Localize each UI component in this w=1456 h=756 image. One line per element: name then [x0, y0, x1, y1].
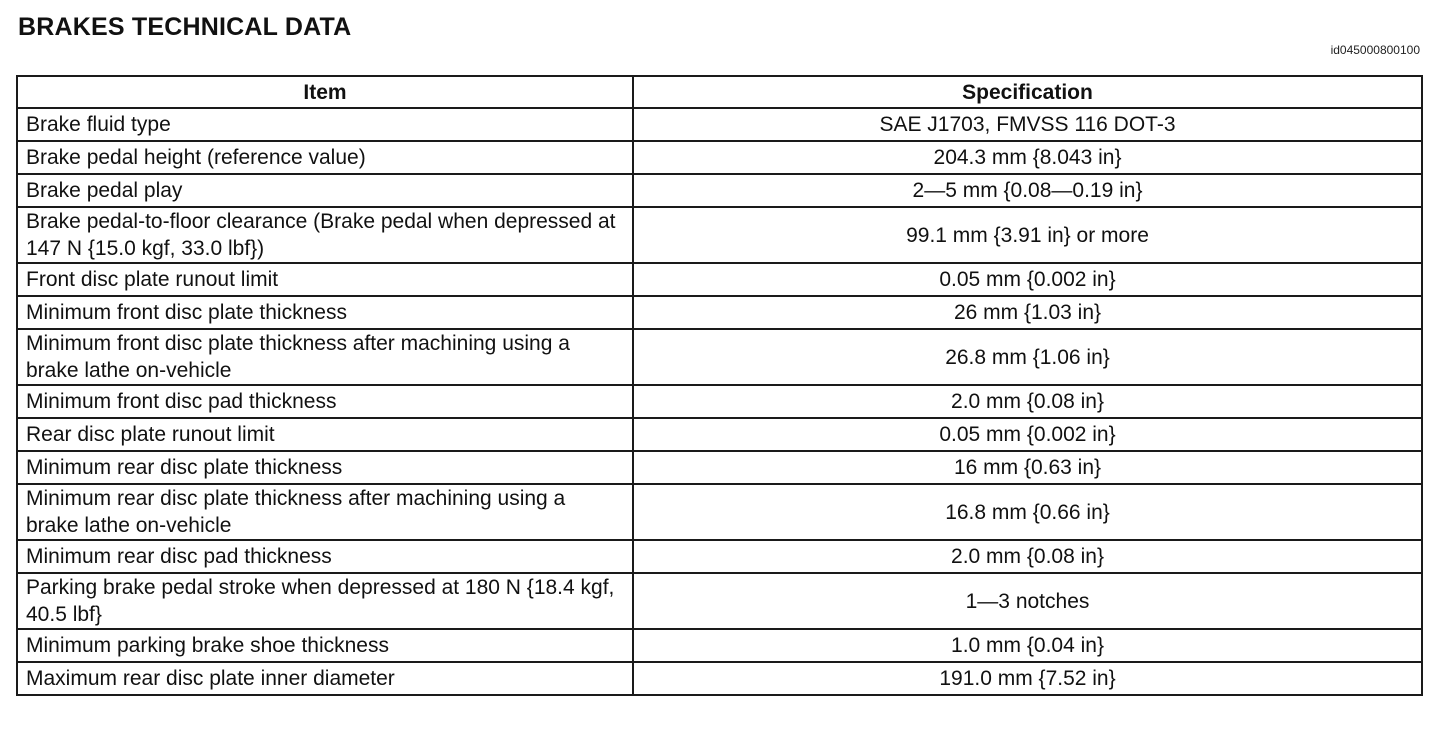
table-row [17, 263, 1422, 296]
table-row [17, 385, 1422, 418]
table-row [17, 108, 1422, 141]
item-cell: Brake fluid type [17, 108, 633, 141]
item-cell: Brake pedal-to-floor clearance (Brake pedal when depressed at 147 N {15.0 kgf, 33.0 lbf}) [17, 207, 633, 263]
spec-cell: 2—5 mm {0.08—0.19 in} [633, 174, 1422, 207]
item-cell: Minimum front disc plate thickness [17, 296, 633, 329]
item-cell: Minimum front disc pad thickness [17, 385, 633, 418]
item-cell: Minimum rear disc plate thickness after machining using a brake lathe on-vehicle [17, 484, 633, 540]
spec-cell: 0.05 mm {0.002 in} [633, 418, 1422, 451]
page-title: BRAKES TECHNICAL DATA [18, 13, 352, 41]
spec-cell: 1.0 mm {0.04 in} [633, 629, 1422, 662]
item-cell: Minimum front disc plate thickness after machining using a brake lathe on-vehicle [17, 329, 633, 385]
spec-cell: 99.1 mm {3.91 in} or more [633, 207, 1422, 263]
table-row [17, 418, 1422, 451]
table-row [17, 451, 1422, 484]
item-cell: Parking brake pedal stroke when depressed at 180 N {18.4 kgf, 40.5 lbf} [17, 573, 633, 629]
item-cell: Brake pedal height (reference value) [17, 141, 633, 174]
item-cell: Minimum rear disc plate thickness [17, 451, 633, 484]
table-row [17, 296, 1422, 329]
table-header-row [17, 76, 1422, 108]
table-row [17, 207, 1422, 263]
table-row [17, 141, 1422, 174]
table-row [17, 540, 1422, 573]
table-row [17, 484, 1422, 540]
spec-cell: 26.8 mm {1.06 in} [633, 329, 1422, 385]
table-row [17, 629, 1422, 662]
header-item: Item [17, 76, 633, 108]
brakes-spec-table [16, 75, 1423, 696]
item-cell: Brake pedal play [17, 174, 633, 207]
spec-cell: 191.0 mm {7.52 in} [633, 662, 1422, 695]
table-row [17, 662, 1422, 695]
spec-cell: 2.0 mm {0.08 in} [633, 385, 1422, 418]
spec-cell: 16.8 mm {0.66 in} [633, 484, 1422, 540]
spec-cell: 1—3 notches [633, 573, 1422, 629]
spec-cell: 0.05 mm {0.002 in} [633, 263, 1422, 296]
spec-cell: 26 mm {1.03 in} [633, 296, 1422, 329]
spec-cell: 2.0 mm {0.08 in} [633, 540, 1422, 573]
document-id: id045000800100 [1330, 43, 1420, 57]
item-cell: Minimum parking brake shoe thickness [17, 629, 633, 662]
item-cell: Rear disc plate runout limit [17, 418, 633, 451]
table-row [17, 573, 1422, 629]
spec-cell: 204.3 mm {8.043 in} [633, 141, 1422, 174]
spec-cell: SAE J1703, FMVSS 116 DOT-3 [633, 108, 1422, 141]
table-row [17, 174, 1422, 207]
spec-cell: 16 mm {0.63 in} [633, 451, 1422, 484]
item-cell: Maximum rear disc plate inner diameter [17, 662, 633, 695]
header-specification: Specification [633, 76, 1422, 108]
item-cell: Front disc plate runout limit [17, 263, 633, 296]
item-cell: Minimum rear disc pad thickness [17, 540, 633, 573]
table-row [17, 329, 1422, 385]
